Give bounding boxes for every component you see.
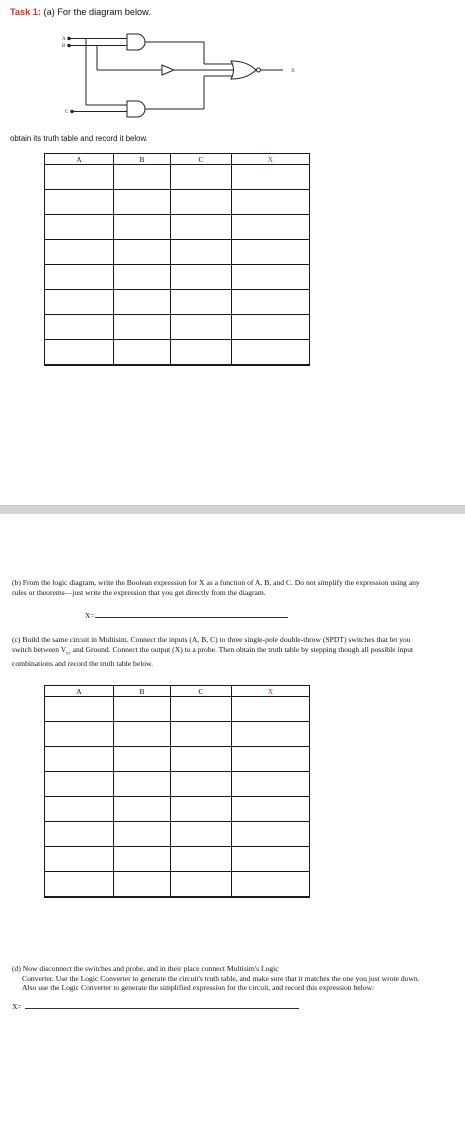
table-row xyxy=(45,315,310,340)
cell-a[interactable] xyxy=(45,240,114,265)
page-1 xyxy=(0,0,465,505)
cell-c[interactable] xyxy=(171,215,232,240)
truth-table-2 xyxy=(44,685,310,898)
table-row xyxy=(45,772,310,797)
cell-a[interactable] xyxy=(45,165,114,190)
table-row xyxy=(45,697,310,722)
and-gate-1 xyxy=(127,34,145,50)
cell-b[interactable] xyxy=(114,722,171,747)
column-header-c: C xyxy=(171,686,232,697)
cell-c[interactable] xyxy=(171,722,232,747)
cell-a[interactable] xyxy=(45,797,114,822)
part-b-text: (b) From the logic diagram, write the Boolean expression for X as a function of A, B, and C. Do not simplify the expression using any rules or theorems—just write the expression that you get directly from the diagram. xyxy=(12,578,420,597)
table-row xyxy=(45,240,310,265)
cell-b[interactable] xyxy=(114,772,171,797)
buffer-gate xyxy=(162,65,174,75)
cell-b[interactable] xyxy=(114,190,171,215)
table-row xyxy=(45,847,310,872)
table-header-row xyxy=(45,686,310,697)
cell-a[interactable] xyxy=(45,215,114,240)
table-row xyxy=(45,265,310,290)
task-label: Task 1: xyxy=(10,7,41,17)
table-row xyxy=(45,290,310,315)
input-label-b: B xyxy=(62,44,66,49)
table-row xyxy=(45,722,310,747)
cell-b[interactable] xyxy=(114,697,171,722)
cell-c[interactable] xyxy=(171,165,232,190)
cell-b[interactable] xyxy=(114,872,171,898)
table-row xyxy=(45,747,310,772)
column-header-a: A xyxy=(45,686,114,697)
cell-b[interactable] xyxy=(114,822,171,847)
cell-b[interactable] xyxy=(114,747,171,772)
part-b-answer-line xyxy=(85,610,288,620)
vcc-subscript: cc xyxy=(66,651,71,657)
part-c-text-1: (c) Build the same circuit in Multisim. Connect the inputs (A, B, C) to three single-pole double-throw (SPDT) switches that let you switch between V xyxy=(12,635,411,654)
column-header-x: X xyxy=(232,686,310,697)
cell-b[interactable] xyxy=(114,847,171,872)
cell-c[interactable] xyxy=(171,797,232,822)
cell-x[interactable] xyxy=(232,822,310,847)
truth-table-1 xyxy=(44,153,310,366)
table-row xyxy=(45,165,310,190)
cell-x[interactable] xyxy=(232,722,310,747)
cell-a[interactable] xyxy=(45,847,114,872)
table-row xyxy=(45,872,310,898)
column-header-a: A xyxy=(45,154,114,165)
table-row xyxy=(45,797,310,822)
input-label-c: C xyxy=(65,110,69,115)
cell-a[interactable] xyxy=(45,772,114,797)
cell-a[interactable] xyxy=(45,290,114,315)
cell-b[interactable] xyxy=(114,240,171,265)
part-a-instruction: obtain its truth table and record it below. xyxy=(10,134,148,143)
cell-a[interactable] xyxy=(45,697,114,722)
cell-c[interactable] xyxy=(171,190,232,215)
answer-blank[interactable] xyxy=(95,610,288,618)
cell-x[interactable] xyxy=(232,697,310,722)
cell-b[interactable] xyxy=(114,315,171,340)
cell-c[interactable] xyxy=(171,265,232,290)
logic-circuit-diagram xyxy=(0,0,465,140)
table-header-row xyxy=(45,154,310,165)
cell-x[interactable] xyxy=(232,872,310,898)
cell-b[interactable] xyxy=(114,165,171,190)
not-bubble xyxy=(257,68,261,72)
cell-x[interactable] xyxy=(232,847,310,872)
table-row xyxy=(45,340,310,366)
part-d-answer-line xyxy=(12,1001,299,1011)
part-d-text xyxy=(12,964,432,993)
cell-a[interactable] xyxy=(45,190,114,215)
cell-x[interactable] xyxy=(232,190,310,215)
and-gate-2 xyxy=(127,101,145,117)
column-header-b: B xyxy=(114,686,171,697)
column-header-b: B xyxy=(114,154,171,165)
cell-c[interactable] xyxy=(171,872,232,898)
cell-c[interactable] xyxy=(171,340,232,366)
cell-a[interactable] xyxy=(45,747,114,772)
part-c-text xyxy=(12,635,432,668)
cell-a[interactable] xyxy=(45,722,114,747)
cell-a[interactable] xyxy=(45,822,114,847)
input-label-a: A xyxy=(62,37,66,42)
cell-b[interactable] xyxy=(114,290,171,315)
cell-x[interactable] xyxy=(232,215,310,240)
cell-c[interactable] xyxy=(171,822,232,847)
cell-c[interactable] xyxy=(171,847,232,872)
cell-a[interactable] xyxy=(45,315,114,340)
part-d-answer-label: X= xyxy=(12,1002,22,1011)
table-row xyxy=(45,822,310,847)
cell-c[interactable] xyxy=(171,240,232,265)
cell-c[interactable] xyxy=(171,772,232,797)
column-header-c: C xyxy=(171,154,232,165)
cell-b[interactable] xyxy=(114,215,171,240)
cell-x[interactable] xyxy=(232,265,310,290)
column-header-x: X xyxy=(232,154,310,165)
part-b-answer-label: X= xyxy=(85,611,95,620)
cell-c[interactable] xyxy=(171,290,232,315)
cell-a[interactable] xyxy=(45,872,114,898)
cell-c[interactable] xyxy=(171,315,232,340)
cell-x[interactable] xyxy=(232,315,310,340)
or-gate xyxy=(231,61,256,79)
cell-b[interactable] xyxy=(114,797,171,822)
task-text: (a) For the diagram below. xyxy=(40,7,151,17)
answer-blank[interactable] xyxy=(25,1001,299,1009)
table-row xyxy=(45,190,310,215)
cell-x[interactable] xyxy=(232,340,310,366)
cell-c[interactable] xyxy=(171,697,232,722)
cell-a[interactable] xyxy=(45,340,114,366)
cell-b[interactable] xyxy=(114,265,171,290)
part-c-text-2: and Ground. Connect the output (X) to a probe. Then obtain the truth table by stepping though all possible input combinations and record the truth table below. xyxy=(12,644,414,668)
cell-x[interactable] xyxy=(232,797,310,822)
cell-b[interactable] xyxy=(114,340,171,366)
part-d-rest: Converter. Use the Logic Converter to generate the circuit's truth table, and make sure that it matches the one you just wrote down. Also use the Logic Converter to generate the simplified expression for the circuit, and record this expression below: xyxy=(22,973,420,993)
cell-x[interactable] xyxy=(232,290,310,315)
cell-x[interactable] xyxy=(232,747,310,772)
page-2 xyxy=(0,514,465,1128)
cell-x[interactable] xyxy=(232,240,310,265)
cell-x[interactable] xyxy=(232,772,310,797)
cell-a[interactable] xyxy=(45,265,114,290)
cell-x[interactable] xyxy=(232,165,310,190)
cell-c[interactable] xyxy=(171,747,232,772)
table-row xyxy=(45,215,310,240)
part-d-first-line: (d) Now disconnect the switches and probe, and in their place connect Multisim's Logic xyxy=(12,964,279,973)
output-label-x: X xyxy=(291,69,295,74)
